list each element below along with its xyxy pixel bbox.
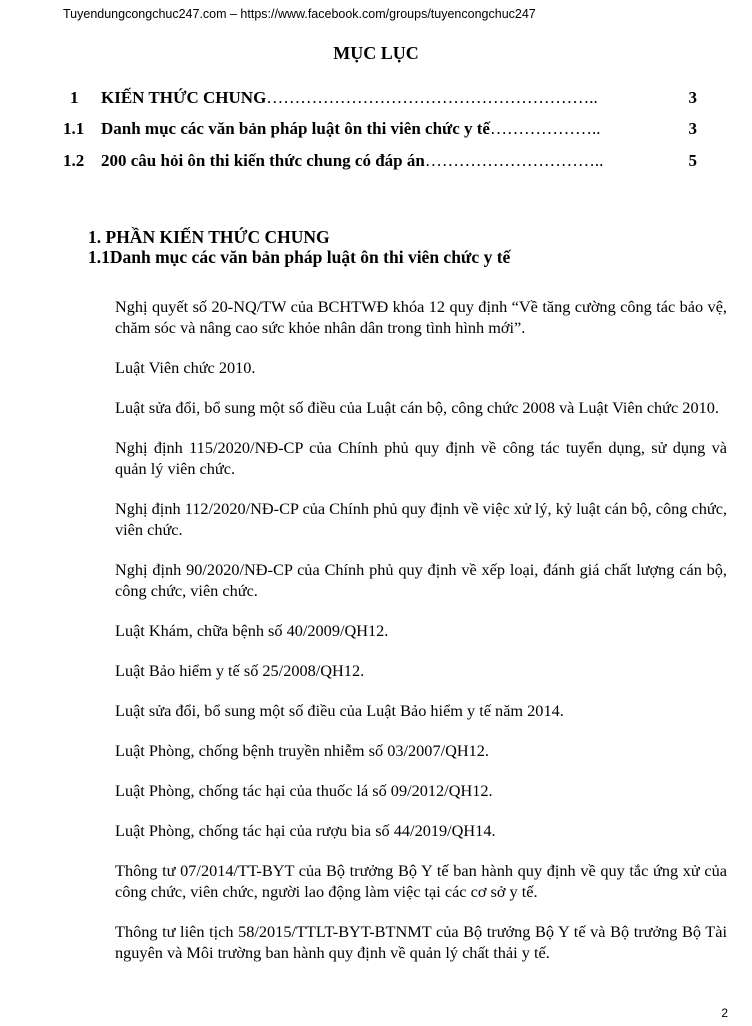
toc-entry-text [101, 119, 600, 139]
toc-entry-text [101, 88, 598, 108]
toc-entry-page: 3 [688, 119, 697, 138]
legal-document-item: Luật Khám, chữa bệnh số 40/2009/QH12. [115, 621, 389, 640]
legal-document-item: Nghị quyết số 20-NQ/TW của BCHTWĐ khóa 12 quy định “Về tăng cường công tác bảo vệ, chăm sóc và nâng cao sức khỏe nhân dân trong tình hình mới”. [115, 297, 727, 337]
legal-document-item: Luật Bảo hiểm y tế số 25/2008/QH12. [115, 661, 365, 680]
legal-document-item: Nghị định 115/2020/NĐ-CP của Chính phủ quy định về công tác tuyển dụng, sử dụng và quản lý viên chức. [115, 438, 727, 478]
toc-entry-number: 1.1 [63, 119, 85, 138]
toc-entry-number: 1.2 [63, 151, 85, 170]
legal-document-item: Luật Phòng, chống tác hại của thuốc lá số 09/2012/QH12. [115, 781, 493, 800]
toc-entry[interactable] [63, 119, 703, 141]
legal-document-item: Luật Phòng, chống tác hại của rượu bia số 44/2019/QH14. [115, 821, 496, 840]
legal-document-item: Luật sửa đổi, bổ sung một số điều của Luật cán bộ, công chức 2008 và Luật Viên chức 2010. [115, 398, 719, 417]
legal-documents-list [115, 296, 727, 982]
section-heading: 1. PHẦN KIẾN THỨC CHUNG [88, 227, 330, 247]
section-subheading: 1.1Danh mục các văn bản pháp luật ôn thi viên chức y tế [88, 247, 511, 267]
legal-document-item: Luật Phòng, chống bệnh truyền nhiễm số 03/2007/QH12. [115, 741, 489, 760]
toc-entry-leader-dots: ………………………….. [424, 151, 604, 170]
toc-entry-number: 1 [70, 88, 79, 107]
toc-entry-leader-dots: ……………….. [489, 119, 601, 138]
legal-document-item: Luật sửa đổi, bổ sung một số điều của Luật Bảo hiểm y tế năm 2014. [115, 701, 564, 720]
toc-entry-leader-dots: ………………………………………………….. [266, 88, 598, 107]
page-number: 2 [721, 1006, 728, 1020]
toc-entry-page: 5 [688, 151, 697, 170]
legal-document-item: Thông tư 07/2014/TT-BYT của Bộ trưởng Bộ Y tế ban hành quy định về quy tắc ứng xử của công chức, viên chức, người lao động làm việc tại các cơ sở y tế. [115, 861, 727, 901]
toc-entry[interactable] [63, 88, 703, 110]
legal-document-item: Luật Viên chức 2010. [115, 358, 256, 377]
toc-entry-label: Danh mục các văn bản pháp luật ôn thi viên chức y tế [101, 119, 490, 138]
toc-entry-label: KIẾN THỨC CHUNG [101, 88, 267, 107]
toc-entry-text [101, 151, 603, 171]
legal-document-item: Nghị định 112/2020/NĐ-CP của Chính phủ quy định về việc xử lý, kỷ luật cán bộ, công chức, viên chức. [115, 499, 727, 539]
toc-entry-label: 200 câu hỏi ôn thi kiến thức chung có đáp án [101, 151, 425, 170]
page-header-text: Tuyendungcongchuc247.com – https://www.facebook.com/groups/tuyencongchuc247 [63, 7, 536, 21]
toc-entry[interactable] [63, 151, 703, 173]
legal-document-item: Nghị định 90/2020/NĐ-CP của Chính phủ quy định về xếp loại, đánh giá chất lượng cán bộ, công chức, viên chức. [115, 560, 727, 600]
legal-document-item: Thông tư liên tịch 58/2015/TTLT-BYT-BTNMT của Bộ trưởng Bộ Y tế và Bộ trưởng Bộ Tài nguyên và Môi trường ban hành quy định về quản lý chất thải y tế. [115, 922, 727, 962]
toc-entry-page: 3 [688, 88, 697, 107]
toc-title: MỤC LỤC [333, 43, 419, 63]
